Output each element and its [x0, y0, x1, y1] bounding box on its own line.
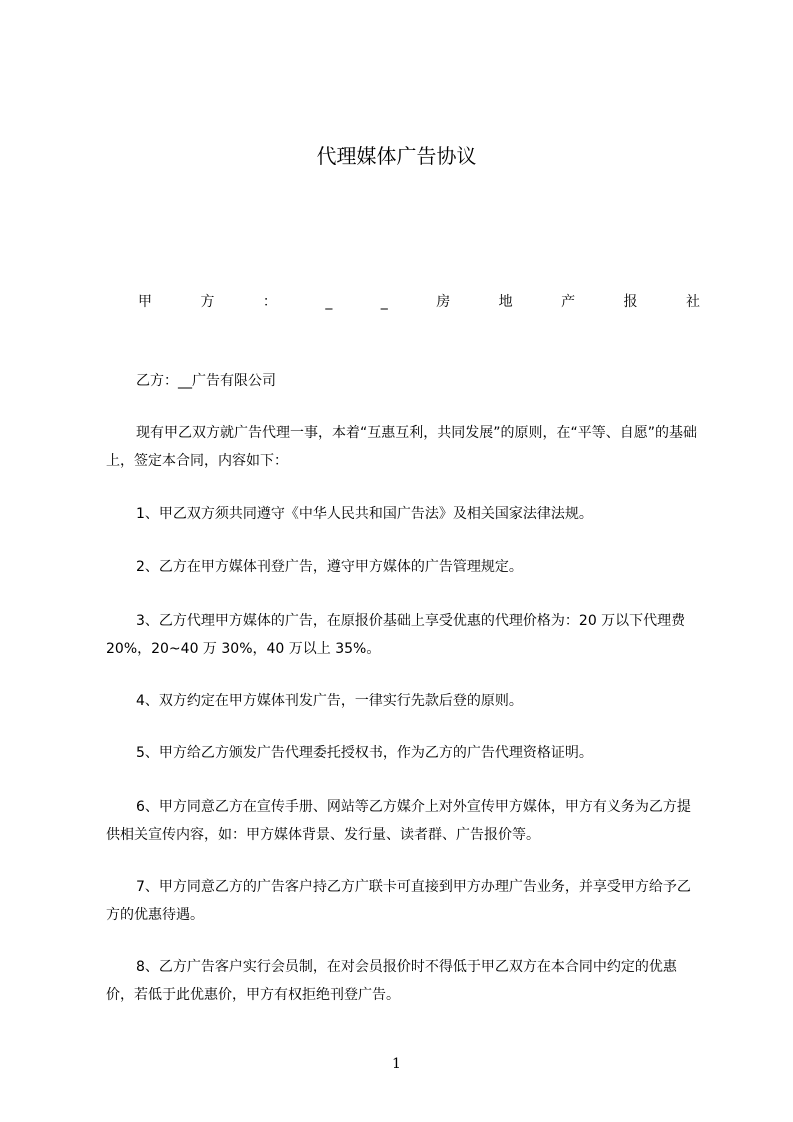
party-b-line: 乙方：__广告有限公司	[136, 373, 276, 389]
clause-6: 6、甲方同意乙方在宣传手册、网站等乙方媒介上对外宣传甲方媒体，甲方有义务为乙方提供相关宣传内容，如：甲方媒体背景、发行量、读者群、广告报价等。	[106, 799, 691, 843]
clause-8: 8、乙方广告客户实行会员制，在对会员报价时不得低于甲乙双方在本合同中约定的优惠价，若低于此优惠价，甲方有权拒绝刊登广告。	[106, 959, 677, 1003]
clause-3: 3、乙方代理甲方媒体的广告，在原报价基础上享受优惠的代理价格为：20 万以下代理费 20%，20~40 万 30%，40 万以上 35%。	[106, 613, 686, 657]
party-a-char: 甲	[138, 294, 152, 310]
clause-7: 7、甲方同意乙方的广告客户持乙方广联卡可直接到甲方办理广告业务，并享受甲方给予乙方的优惠待遇。	[106, 879, 691, 923]
party-a-char: 房	[436, 294, 451, 310]
party-a-char: 地	[498, 294, 513, 310]
party-a-char: 报	[623, 294, 638, 310]
clause-1: 1、甲乙双方须共同遵守《中华人民共和国广告法》及相关国家法律法规。	[136, 506, 593, 522]
party-a-line	[138, 290, 700, 314]
clause-2: 2、乙方在甲方媒体刊登广告，遵守甲方媒体的广告管理规定。	[136, 559, 523, 575]
clause-5: 5、甲方给乙方颁发广告代理委托授权书，作为乙方的广告代理资格证明。	[136, 745, 593, 761]
page-number: 1	[392, 1056, 401, 1072]
party-a-char: 社	[685, 294, 700, 310]
intro-paragraph: 现有甲乙双方就广告代理一事，本着“互惠互利，共同发展”的原则，在“平等、自愿”的基础上，签定本合同，内容如下：	[106, 425, 698, 469]
party-a-char: ：	[262, 294, 277, 310]
party-a-char: 产	[561, 294, 576, 310]
party-a-char: 方	[200, 294, 215, 310]
party-a-char: _	[325, 294, 333, 310]
party-a-char: _	[380, 294, 388, 310]
document-title: 代理媒体广告协议	[316, 144, 477, 168]
clause-4: 4、双方约定在甲方媒体刊发广告，一律实行先款后登的原则。	[136, 693, 523, 709]
